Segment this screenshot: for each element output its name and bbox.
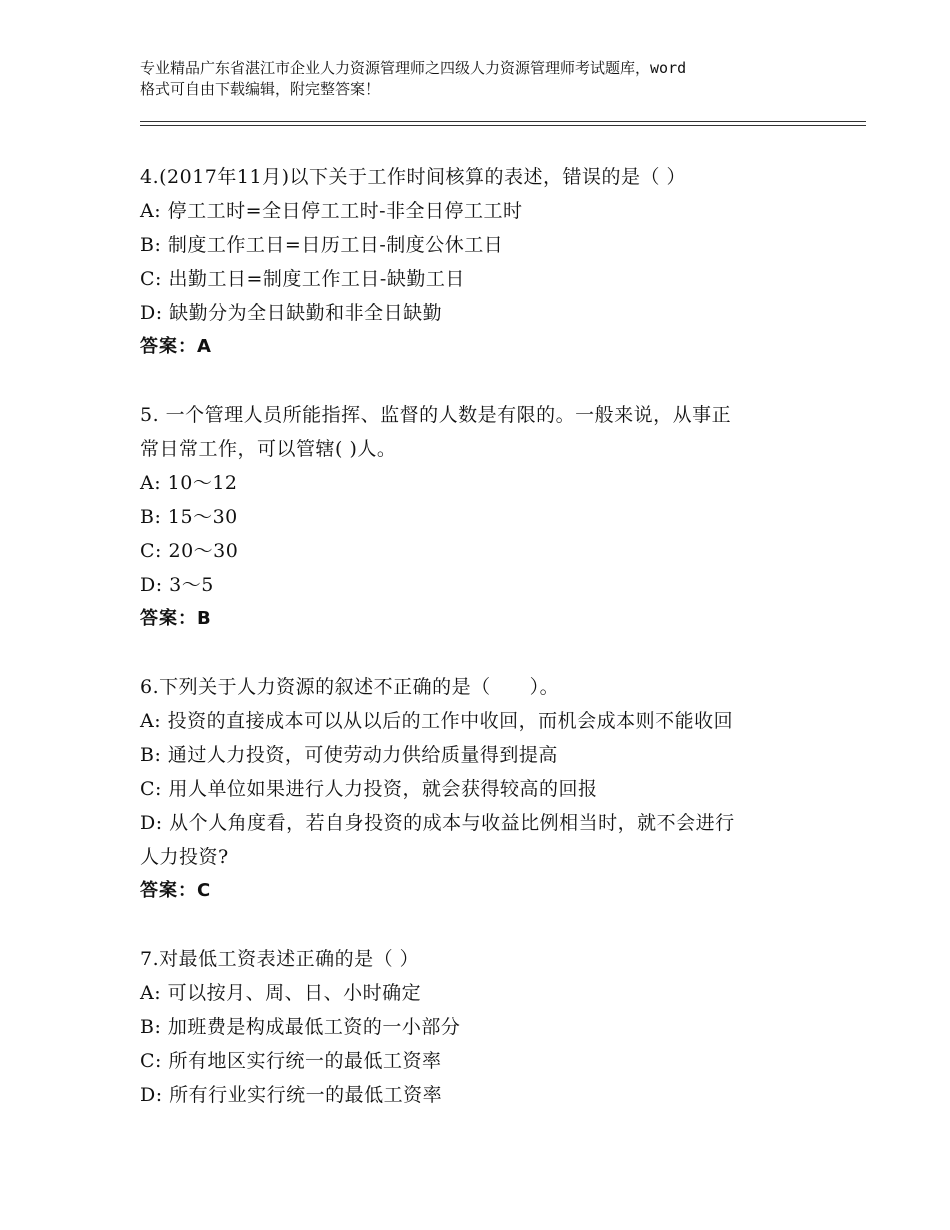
header-rule-top bbox=[140, 121, 866, 122]
option-a: A: 可以按月、周、日、小时确定 bbox=[140, 982, 422, 1004]
header-line-2: 格式可自由下载编辑，附完整答案！ bbox=[140, 80, 381, 98]
option-c: C: 20～30 bbox=[140, 540, 239, 562]
question-4 bbox=[140, 160, 830, 364]
option-d: D: 缺勤分为全日缺勤和非全日缺勤 bbox=[140, 302, 443, 324]
header-rule-bottom bbox=[140, 125, 866, 126]
option-b: B: 制度工作工日=日历工日-制度公休工日 bbox=[140, 234, 504, 256]
option-c: C: 出勤工日=制度工作工日-缺勤工日 bbox=[140, 268, 465, 290]
question-5 bbox=[140, 398, 830, 636]
option-c: C: 用人单位如果进行人力投资，就会获得较高的回报 bbox=[140, 778, 598, 800]
header-line-1: 专业精品广东省湛江市企业人力资源管理师之四级人力资源管理师考试题库，word bbox=[140, 59, 687, 77]
option-a: A: 10～12 bbox=[140, 472, 238, 494]
question-7 bbox=[140, 942, 830, 1112]
question-stem-continued: 常日常工作，可以管辖( )人。 bbox=[140, 438, 397, 460]
question-stem: 5. 一个管理人员所能指挥、监督的人数是有限的。一般来说，从事正 bbox=[140, 404, 732, 426]
document-header bbox=[140, 58, 820, 100]
question-stem: 6.下列关于人力资源的叙述不正确的是（ ）。 bbox=[140, 676, 560, 698]
answer-label: 答案：B bbox=[140, 608, 212, 629]
question-stem: 4.(2017年11月)以下关于工作时间核算的表述，错误的是（ ） bbox=[140, 166, 687, 188]
answer-label: 答案：A bbox=[140, 336, 212, 357]
option-d-continued: 人力投资? bbox=[140, 846, 229, 868]
option-b: B: 加班费是构成最低工资的一小部分 bbox=[140, 1016, 461, 1038]
question-list bbox=[140, 160, 830, 1112]
option-c: C: 所有地区实行统一的最低工资率 bbox=[140, 1050, 442, 1072]
option-a: A: 停工工时=全日停工工时-非全日停工工时 bbox=[140, 200, 523, 222]
option-d: D: 从个人角度看，若自身投资的成本与收益比例相当时，就不会进行 bbox=[140, 812, 735, 834]
option-a: A: 投资的直接成本可以从以后的工作中收回，而机会成本则不能收回 bbox=[140, 710, 734, 732]
question-6 bbox=[140, 670, 830, 908]
option-b: B: 15～30 bbox=[140, 506, 238, 528]
option-b: B: 通过人力投资，可使劳动力供给质量得到提高 bbox=[140, 744, 558, 766]
answer-label: 答案：C bbox=[140, 880, 212, 901]
option-d: D: 所有行业实行统一的最低工资率 bbox=[140, 1084, 443, 1106]
option-d: D: 3～5 bbox=[140, 574, 214, 596]
question-stem: 7.对最低工资表述正确的是（ ） bbox=[140, 948, 420, 970]
